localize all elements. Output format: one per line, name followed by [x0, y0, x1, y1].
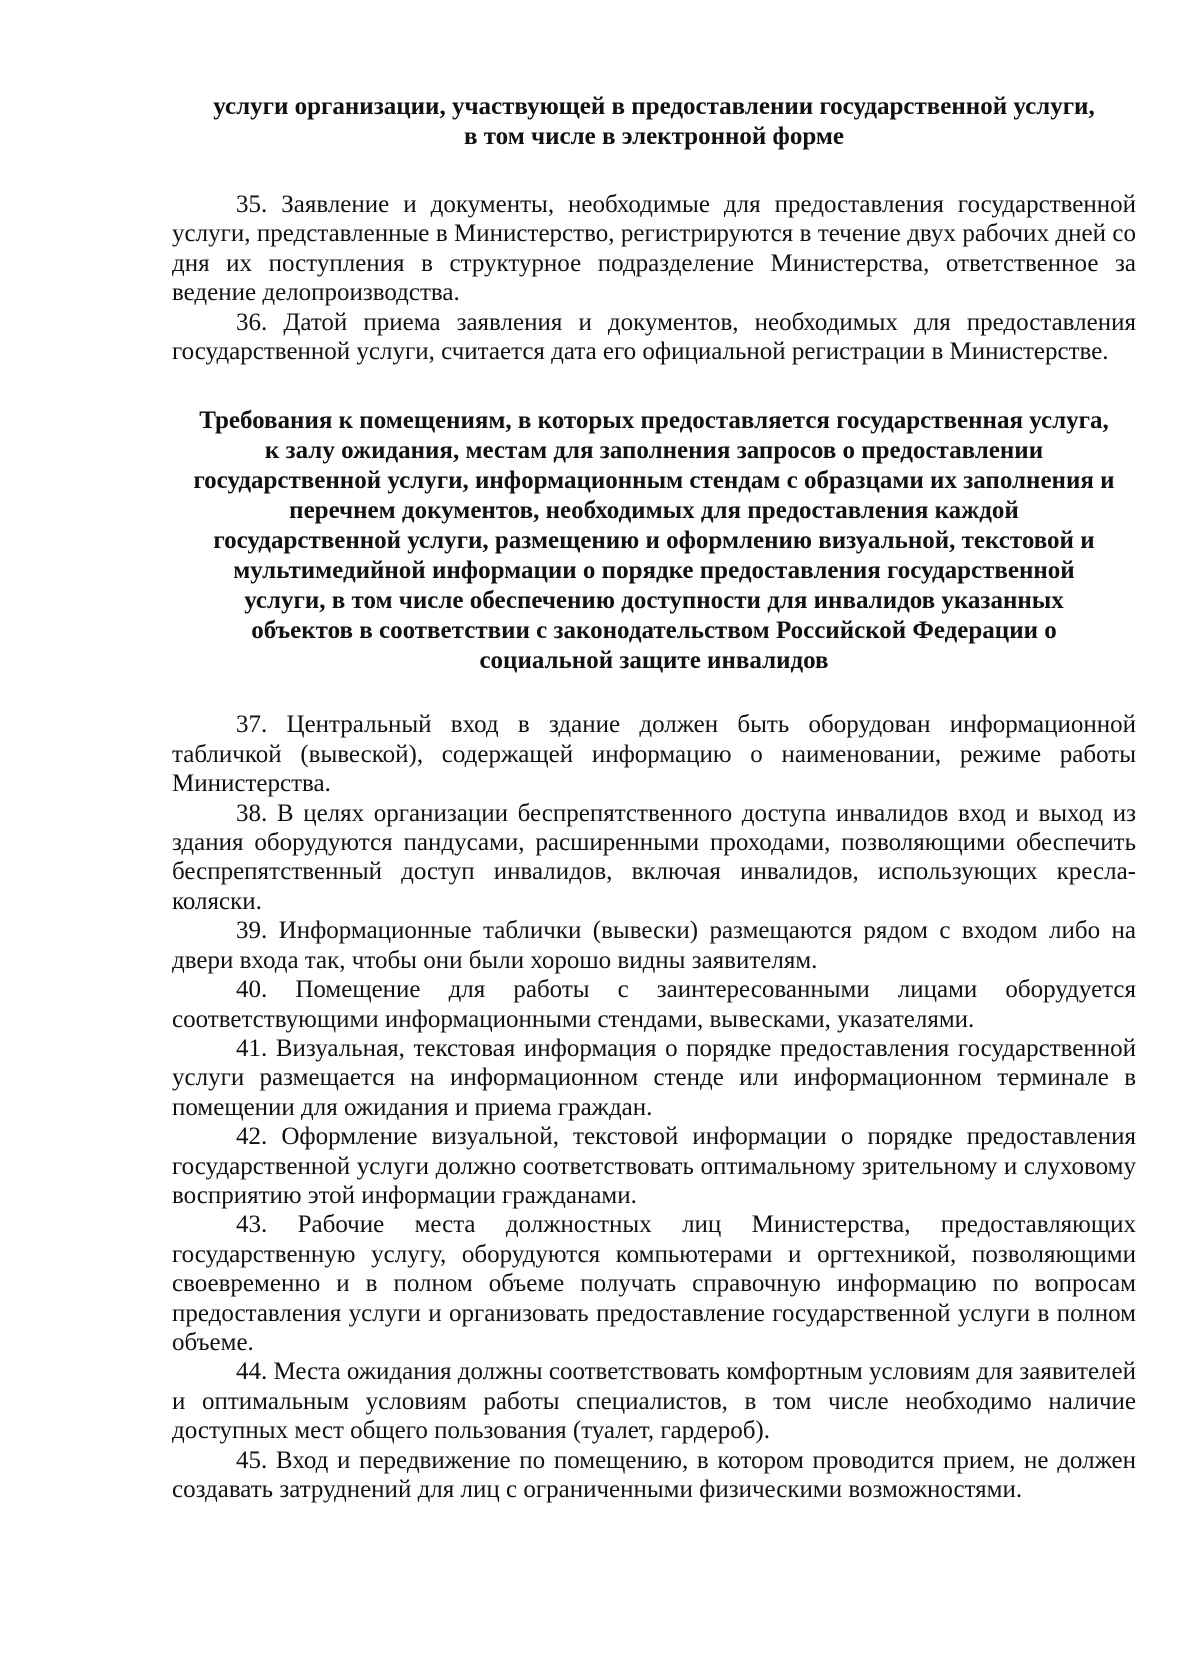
paragraph-42: 42. Оформление визуальной, текстовой информации о порядке предоставления государственной услуги должно соответствовать оптимальному зрительному и слуховому восприятию этой информации гражданами. — [172, 1123, 1136, 1209]
paragraph-40: 40. Помещение для работы с заинтересованными лицами оборудуется соответствующими информационными стендами, вывесками, указателями. — [172, 976, 1136, 1033]
section-heading-continued — [172, 92, 1136, 152]
paragraph-43: 43. Рабочие места должностных лиц Министерства, предоставляющих государственную услугу, оборудуются компьютерами и оргтехникой, позволяющими своевременно и в полном объеме получать справочную информацию по вопросам предоставления услуги и организовать предоставление государственной услуги в полном объеме. — [172, 1211, 1136, 1356]
heading-line: государственной услуги, размещению и оформлению визуальной, текстовой и — [213, 527, 1095, 555]
paragraph-41: 41. Визуальная, текстовая информация о порядке предоставления государственной услуги размещается на информационном стенде или информационном терминале в помещении для ожидания и приема граждан. — [172, 1034, 1136, 1121]
document-page — [172, 92, 1136, 1652]
heading-line: государственной услуги, информационным стендам с образцами их заполнения и — [193, 467, 1115, 495]
heading-line: перечнем документов, необходимых для предоставления каждой — [289, 497, 1019, 525]
heading-line: в том числе в электронной форме — [463, 123, 844, 150]
heading-line: социальной защите инвалидов — [479, 647, 829, 675]
heading-line: услуги организации, участвующей в предоставлении государственной услуги, — [213, 93, 1095, 120]
paragraph-44: 44. Места ожидания должны соответствовать комфортным условиям для заявителей и оптимальным условиям работы специалистов, в том числе необходимо наличие доступных мест общего пользования (туалет, гардероб). — [172, 1358, 1136, 1445]
heading-line: услуги, в том числе обеспечению доступности для инвалидов указанных — [244, 587, 1064, 615]
heading-line: Требования к помещениям, в которых предоставляется государственная услуга, — [199, 407, 1109, 435]
paragraph-group-registration — [172, 190, 1136, 366]
heading-line: к залу ожидания, местам для заполнения запросов о предоставлении — [264, 437, 1044, 465]
heading-line: мультимедийной информации о порядке предоставления государственной — [233, 557, 1075, 585]
paragraph-group-premises — [172, 710, 1136, 1504]
paragraph-36: 36. Датой приема заявления и документов, необходимых для предоставления государственной услуги, считается дата его официальной регистрации в Министерстве. — [172, 308, 1136, 366]
paragraph-37: 37. Центральный вход в здание должен быть оборудован информационной табличкой (вывеской), содержащей информацию о наименовании, режиме работы Министерства. — [172, 711, 1136, 798]
heading-line: объектов в соответствии с законодательством Российской Федерации о — [251, 617, 1057, 645]
paragraph-35: 35. Заявление и документы, необходимые для предоставления государственной услуги, представленные в Министерство, регистрируются в течение двух рабочих дней со дня их поступления в структурное подразделение Министерства, ответственное за ведение делопроизводства. — [172, 191, 1136, 307]
paragraph-45: 45. Вход и передвижение по помещению, в котором проводится прием, не должен создавать затруднений для лиц с ограниченными физическими возможностями. — [172, 1446, 1136, 1503]
section-heading-premises-requirements — [172, 406, 1136, 676]
paragraph-39: 39. Информационные таблички (вывески) размещаются рядом с входом либо на двери входа так, чтобы они были хорошо видны заявителям. — [172, 917, 1136, 974]
paragraph-38: 38. В целях организации беспрепятственного доступа инвалидов вход и выход из здания оборудуются пандусами, расширенными проходами, позволяющими обеспечить беспрепятственный доступ инвалидов, включая инвалидов, использующих кресла-коляски. — [172, 799, 1136, 915]
